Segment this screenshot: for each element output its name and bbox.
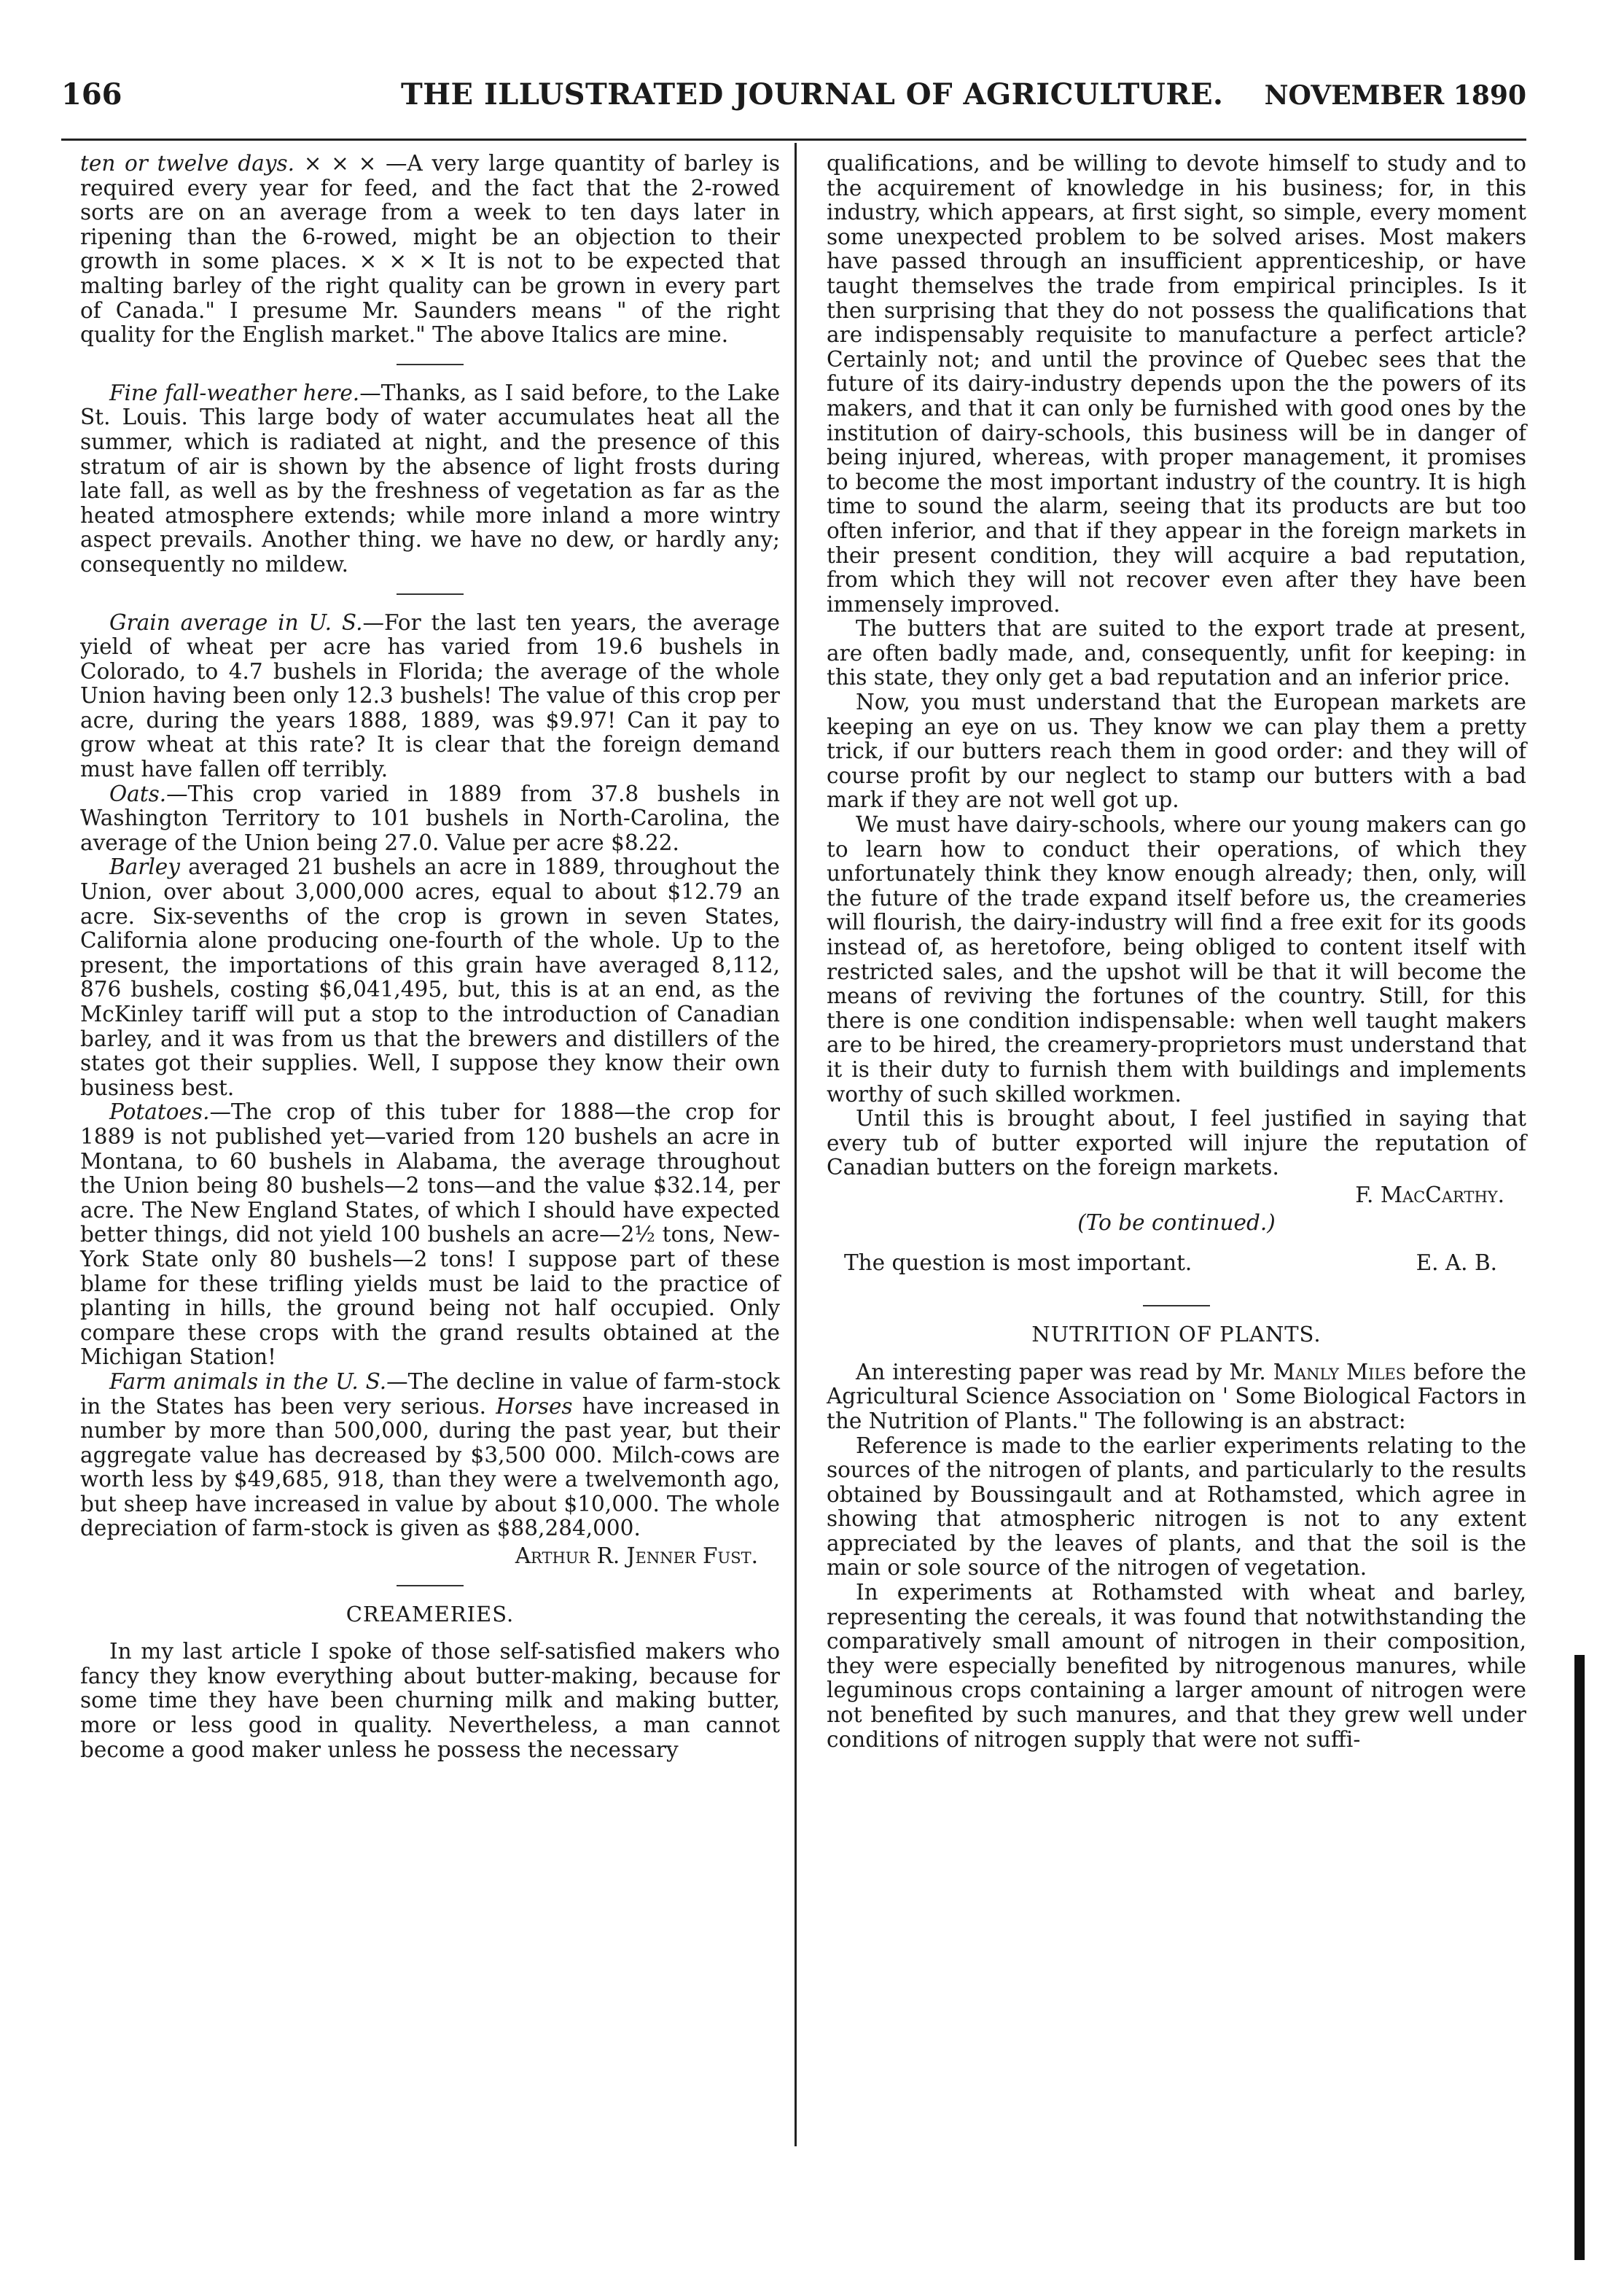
editor-note-text: The question is most important. — [844, 1250, 1192, 1276]
right-column — [827, 152, 1526, 1752]
author-signature: Arthur R. Jenner Fust. — [515, 1543, 758, 1569]
paragraph-creameries-intro: In my last article I spoke of those self-satisfied makers who fancy they know everything about butter-making, because for some time they have been churning milk and making butter, more or less good in quality. Nevertheless, a man cannot become a good maker unless he possess the necessary — [80, 1639, 780, 1762]
paragraph-nutrition-rothamsted: In experiments at Rothamsted with wheat and barley, representing the cereals, it was found that notwithstanding the comparatively small amount of nitrogen in their composition, they were especially benefited by nitrogenous manures, while leguminous crops containing a larger amount of nitrogen were not benefited by such manures, and that they grew well under conditions of nitrogen supply that were not suffi- — [827, 1580, 1526, 1752]
issue-date: NOVEMBER 1890 — [1264, 80, 1526, 111]
paragraph-until: Until this is brought about, I feel justified in saying that every tub of butter exported will injure the reputation of Canadian butters on the foreign markets. — [827, 1106, 1526, 1180]
to-be-continued: (To be continued.) — [1077, 1209, 1276, 1235]
author-signature: F. MacCarthy. — [1355, 1182, 1504, 1207]
editor-initials: E. A. B. — [1416, 1250, 1497, 1276]
paragraph-dairy-schools: We must have dairy-schools, where our young makers can go to learn how to conduct their operations, of which they unfortunately think they know enough already; then, only, will the future of the trade expand itself before us, the creameries will flourish, the dairy-industry will find a free exit for its goods instead of, as heretofore, being obliged to content itself with restricted sales, and the upshot will be that it will become the means of reviving the fortunes of the country. Still, for this there is one condition indispensable: when well taught makers are to be hired, the creamery-proprietors must understand that it is their duty to furnish them with buildings and implements worthy of such skilled workmen. — [827, 812, 1526, 1107]
section-separator — [1143, 1305, 1210, 1306]
paragraph-barley: Barley averaged 21 bushels an acre in 1889, throughout the Union, over about 3,000,000 acres, equal to about $12.79 an acre. Six-sevenths of the crop is grown in seven States, California alone producing one-fourth of the whole. Up to the present, the importations of this grain have averaged 8,112, 876 bushels, costing $6,041,495, but, this is at an end, as the McKinley tariff will put a stop to the introduction of Canadian barley, and it was from us that the brewers and distillers of the states got their supplies. Well, I suppose they know their own business best. — [80, 854, 780, 1100]
editor-note — [827, 1251, 1526, 1276]
paragraph-qualifications: qualifications, and be willing to devote himself to study and to the acquirement of knowledge in his business; for, in this industry, which appears, at first sight, so simple, every moment some unexpected problem to be solved arises. Most makers have passed through an insufficient apprenticeship, or have taught themselves the trade from empirical principles. Is it then surprising that they do not possess the qualifications that are indispensably requisite to manufacture a perfect article? Certainly not; and until the province of Quebec sees that the future of its dairy-industry depends upon the the powers of its makers, and that it can only be furnished with good ones by the institution of dairy-schools, this business will be in danger of being injured, whereas, with proper management, it promises to become the most important industry of the country. It is high time to sound the alarm, seeing that its products are but too often inferior, and that if they appear in the foreign markets in their present condition, they will acquire a bad reputation, from which they will not recover even after they have been immensely improved. — [827, 151, 1526, 617]
section-separator — [397, 364, 464, 365]
journal-title: THE ILLUSTRATED JOURNAL OF AGRICULTURE. — [401, 77, 1224, 112]
paragraph-farm-animals: Farm animals in the U. S.—The decline in value of farm-stock in the States has been very serious. Horses have increased in number by more than 500,000, during the past year, but their aggregate value has decreased by $3,500 000. Milch-cows are worth less by $49,685, 918, than they were a twelvemonth ago, but sheep have increased in value by about $10,000. The whole depreciation of farm-stock is given as $88,284,000. — [80, 1368, 780, 1541]
paragraph-fall-weather: Fine fall-weather here.—Thanks, as I said before, to the Lake St. Louis. This large body of water accumulates heat all the summer, which is radiated at night, and the presence of this stratum of air is shown by the absence of light frosts during late fall, as well as by the freshness of vegetation as far as the heated atmosphere extends; while more inland a more wintry aspect prevails. Another thing. we have no dew, or hardly any; consequently no mildew. — [80, 380, 780, 577]
paragraph-nutrition-intro: An interesting paper was read by Mr. Manly Miles before the Agricultural Science Association on ' Some Biological Factors in the Nutrition of Plants." The following is an abstract: — [827, 1359, 1526, 1433]
paragraph-nutrition-reference: Reference is made to the earlier experiments relating to the sources of the nitrogen of plants, and particularly to the results obtained by Boussingault and at Rothamsted, which agree in showing that atmospheric nitrogen is not to any extent appreciated by the leaves of plants, and that the soil is the main or sole source of the nitrogen of vegetation. — [827, 1433, 1526, 1581]
column-divider — [795, 143, 797, 2146]
page-number: 166 — [61, 77, 122, 112]
paragraph-grain-average: Grain average in U. S.—For the last ten years, the average yield of wheat per acre has varied from 19.6 bushels in Colorado, to 4.7 bushels in Florida; the average of the whole Union having been only 12.3 bushels! The value of this crop per acre, during the years 1888, 1889, was $9.97! Can it pay to grow wheat at this rate? It is clear that the foreign demand must have fallen off terribly. — [80, 609, 780, 782]
scan-margin-bar — [1574, 1655, 1585, 2260]
nutrition-heading: NUTRITION OF PLANTS. — [1031, 1322, 1322, 1347]
left-column — [80, 152, 780, 1762]
creameries-heading: CREAMERIES. — [346, 1601, 515, 1627]
paragraph-barley-note: ten or twelve days. × × × —A very large quantity of barley is required every year for feed, and the fact that the 2-rowed sorts are on an average from a week to ten days later in ripening than the 6-rowed, might be an objection to their growth in some places. × × × It is not to be expected that malting barley of the right quality can be grown in every part of Canada." I presume Mr. Saunders means " of the right quality for the English market." The above Italics are mine. — [80, 151, 780, 348]
page-header — [61, 70, 1526, 114]
paragraph-european-markets: Now, you must understand that the European markets are keeping an eye on us. They know we can play them a pretty trick, if our butters reach them in good order: and they will of course profit by our neglect to stamp our butters with a bad mark if they are not well got up. — [827, 690, 1526, 813]
section-separator — [397, 1585, 464, 1586]
paragraph-potatoes: Potatoes.—The crop of this tuber for 1888—the crop for 1889 is not published yet—varied from 120 bushels an acre in Montana, to 60 bushels in Alabama, the average throughout the Union being 80 bushels—2 tons—and the value $32.14, per acre. The New England States, of which I should have expected better things, did not yield 100 bushels an acre—2½ tons, New-York State only 80 bushels—2 tons! I suppose part of these blame for these trifling yields must be laid to the practice of planting in hills, the ground being not half occupied. Only compare these crops with the grand results obtained at the Michigan Station! — [80, 1099, 780, 1370]
header-rule — [61, 139, 1526, 141]
paragraph-export-butters: The butters that are suited to the export trade at present, are often badly made, and, consequently, unfit for keeping: in this state, they only get a bad reputation and an inferior price. — [827, 616, 1526, 690]
paragraph-oats: Oats.—This crop varied in 1889 from 37.8 bushels in Washington Territory to 101 bushels in North-Carolina, the average of the Union being 27.0. Value per acre $8.22. — [80, 781, 780, 855]
section-separator — [397, 593, 464, 595]
